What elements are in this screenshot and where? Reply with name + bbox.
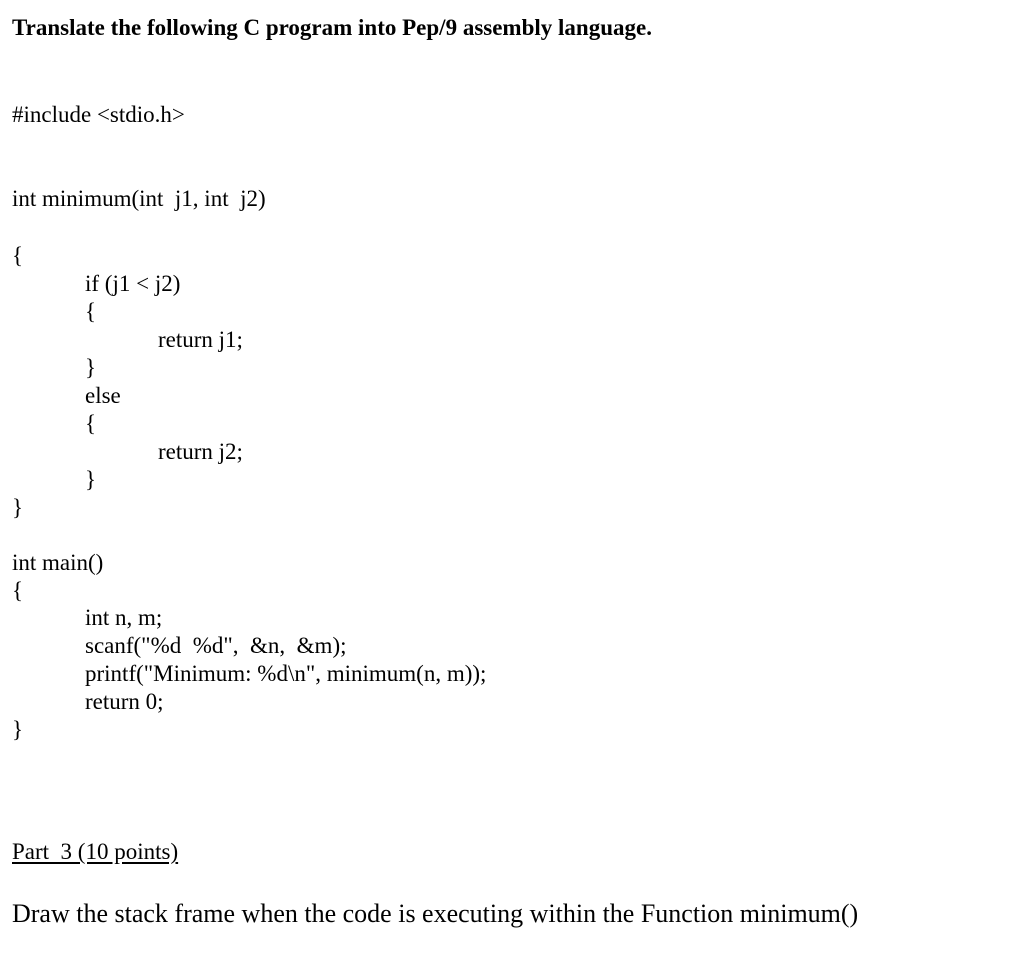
code-else-close-brace: } bbox=[85, 467, 97, 492]
code-main-signature: int main() bbox=[12, 550, 104, 575]
part3-instruction: Draw the stack frame when the code is executing within the Function minimum() bbox=[12, 899, 859, 928]
code-scanf: scanf("%d %d", &n, &m); bbox=[85, 633, 347, 658]
code-include: #include <stdio.h> bbox=[12, 102, 185, 127]
code-if-line: if (j1 < j2) bbox=[85, 271, 181, 296]
code-if-open-brace: { bbox=[85, 299, 97, 324]
code-return-j1: return j1; bbox=[158, 327, 243, 352]
code-else-line: else bbox=[85, 383, 121, 408]
code-declaration: int n, m; bbox=[85, 605, 163, 630]
code-func-signature: int minimum(int j1, int j2) bbox=[12, 186, 266, 211]
code-printf: printf("Minimum: %d\n", minimum(n, m)); bbox=[85, 661, 487, 686]
code-else-open-brace: { bbox=[85, 411, 97, 436]
code-main-close-brace: } bbox=[12, 717, 24, 742]
code-if-close-brace: } bbox=[85, 355, 97, 380]
code-main-open-brace: { bbox=[12, 578, 24, 603]
part3-title: Part 3 (10 points) bbox=[12, 839, 179, 864]
code-func-open-brace: { bbox=[12, 243, 24, 268]
code-return-0: return 0; bbox=[85, 689, 164, 714]
code-func-close-brace: } bbox=[12, 495, 24, 520]
code-return-j2: return j2; bbox=[158, 439, 243, 464]
question-heading: Translate the following C program into Pep/9 assembly language. bbox=[12, 15, 652, 40]
